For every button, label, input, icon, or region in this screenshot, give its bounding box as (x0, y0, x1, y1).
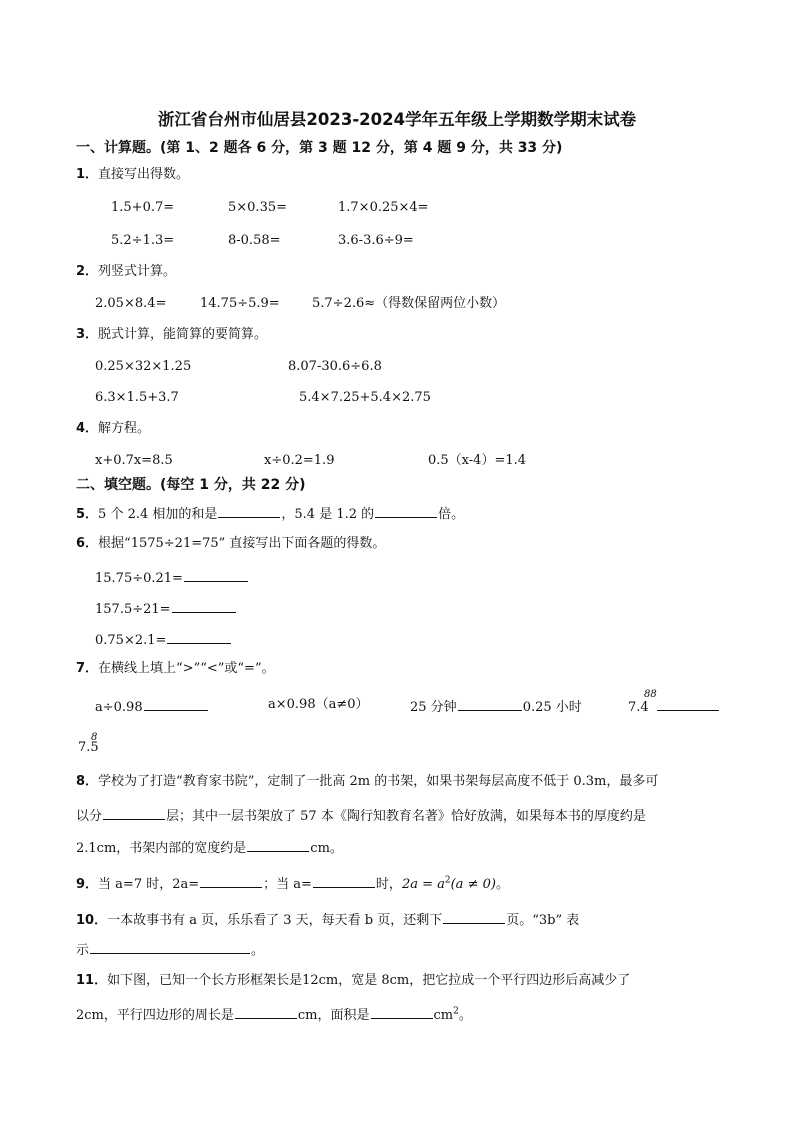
q6-item (95, 599, 237, 618)
answer-blank[interactable] (200, 874, 262, 888)
q11-unit-exponent: 2 (453, 1006, 459, 1017)
answer-blank[interactable] (90, 940, 250, 954)
q2-item: 5.7÷2.6≈（得数保留两位小数） (312, 296, 506, 311)
q8-text: 以分 (76, 809, 103, 824)
q8-text: 2.1cm，书架内部的宽度约是 (76, 841, 247, 856)
q3-number: 3． (76, 327, 99, 342)
q6-number: 6． (76, 536, 99, 551)
section2-heading: 二、填空题。(每空 1 分，共 22 分) (76, 477, 306, 493)
q3-item: 0.25×32×1.25 (95, 359, 192, 374)
q6-expr: 0.75×2.1= (95, 633, 167, 648)
q10-text: 。 (251, 943, 265, 958)
answer-blank[interactable] (184, 568, 248, 582)
q9-text-a: 当 a=7 时，2a= (98, 877, 200, 892)
q8-number: 8． (76, 774, 99, 789)
q3-item: 5.4×7.25+5.4×2.75 (299, 390, 431, 405)
q7-repeating-dot-digits: 88 (644, 689, 657, 700)
page-title: 浙江省台州市仙居县2023-2024学年五年级上学期数学期末试卷 (157, 110, 637, 129)
q10-line2 (76, 940, 264, 959)
q8-text: cm。 (310, 841, 343, 856)
q11-text: 如下图，已知一个长方形框架长是12cm，宽是 8cm，把它拉成一个平行四边形后高减少了 (107, 973, 631, 988)
q1-number: 1． (76, 167, 99, 182)
answer-blank[interactable] (458, 697, 522, 711)
q1-item: 1.5+0.7= (111, 200, 175, 215)
q8-line3 (76, 838, 343, 857)
q7-item (410, 697, 582, 716)
q4-item: x+0.7x=8.5 (95, 453, 173, 468)
q10-line1 (76, 910, 579, 929)
q11-unit: cm (433, 1008, 454, 1023)
q4 (76, 421, 150, 437)
q6-item (95, 568, 249, 587)
q11-text: cm，面积是 (297, 1008, 370, 1023)
q7-item: a×0.98（a≠0） (268, 697, 369, 712)
q2 (76, 264, 176, 280)
q7-expr: a÷0.98 (95, 700, 143, 715)
q1-item: 5.2÷1.3= (111, 233, 175, 248)
q7-repeating-dot-digit: 8 (91, 732, 98, 743)
q8-line1 (76, 774, 658, 790)
answer-blank[interactable] (218, 504, 280, 518)
q1-item: 1.7×0.25×4= (338, 200, 429, 215)
q11-line1 (76, 973, 630, 989)
q11-end: 。 (458, 1008, 472, 1023)
q4-number: 4． (76, 421, 99, 436)
q1-item: 5×0.35= (228, 200, 288, 215)
q10-number: 10． (76, 913, 108, 928)
q5-text-a: 5 个 2.4 相加的和是 (98, 507, 218, 522)
q9-equation: 2a = a (401, 877, 445, 892)
q7-item (95, 697, 209, 716)
q8-text: 学校为了打造“教育家书院”，定制了一批高 2m 的书架，如果书架每层高度不低于 0.3m，最多可 (98, 774, 659, 789)
answer-blank[interactable] (657, 697, 719, 711)
q3 (76, 327, 267, 343)
q9-number: 9． (76, 877, 99, 892)
q2-number: 2． (76, 264, 99, 279)
q5-number: 5． (76, 507, 99, 522)
q8-line2 (76, 806, 646, 825)
q6-expr: 157.5÷21= (95, 602, 171, 617)
q11-number: 11． (76, 973, 108, 988)
q1 (76, 167, 189, 183)
q7-item (628, 697, 720, 716)
q5-text-c: 倍。 (438, 507, 465, 522)
q9-text-c: 时， (375, 877, 402, 892)
q10-text: 页。“3b” 表 (506, 913, 580, 928)
q9-exponent: 2 (444, 875, 451, 886)
q4-text: 解方程。 (98, 421, 151, 436)
answer-blank[interactable] (172, 599, 236, 613)
q4-item: 0.5（x-4）=1.4 (428, 453, 527, 468)
q6-text: 根据“1575÷21=75” 直接写出下面各题的得数。 (98, 536, 386, 551)
answer-blank[interactable] (144, 697, 208, 711)
q9-condition: (a ≠ 0) (450, 877, 496, 892)
q6 (76, 536, 385, 552)
q11-line2 (76, 1005, 472, 1024)
q7-expr: 25 分钟 (410, 700, 457, 715)
q9-end: 。 (495, 877, 509, 892)
q7-expr: 7.4 (628, 700, 649, 715)
q7-expr: 0.25 小时 (522, 700, 582, 715)
answer-blank[interactable] (103, 806, 165, 820)
q6-expr: 15.75÷0.21= (95, 571, 183, 586)
q7-number: 7． (76, 661, 99, 676)
q8-text: 层；其中一层书架放了 57 本《陶行知教育名著》恰好放满，如果每本书的厚度约是 (166, 809, 646, 824)
q3-item: 6.3×1.5+3.7 (95, 390, 179, 405)
q10-text: 一本故事书有 a 页，乐乐看了 3 天，每天看 b 页，还剩下 (107, 913, 443, 928)
q3-item: 8.07-30.6÷6.8 (288, 359, 382, 374)
q2-item: 14.75÷5.9= (200, 296, 280, 311)
q2-item: 2.05×8.4= (95, 296, 167, 311)
answer-blank[interactable] (247, 838, 309, 852)
q9 (76, 874, 509, 893)
section1-heading: 一、计算题。(第 1、2 题各 6 分，第 3 题 12 分，第 4 题 9 分，共 33 分) (76, 140, 563, 156)
q5-text-b: ，5.4 是 1.2 的 (281, 507, 375, 522)
q2-text: 列竖式计算。 (98, 264, 177, 279)
q1-item: 3.6-3.6÷9= (338, 233, 414, 248)
q7-text: 在横线上填上“>”“<”或“=”。 (98, 661, 275, 676)
q7-item: 7.5 (78, 740, 99, 755)
q5 (76, 504, 464, 523)
answer-blank[interactable] (313, 874, 375, 888)
q11-text: 2cm，平行四边形的周长是 (76, 1008, 234, 1023)
answer-blank[interactable] (167, 630, 231, 644)
answer-blank[interactable] (375, 504, 437, 518)
q1-item: 8-0.58= (228, 233, 281, 248)
q7 (76, 661, 275, 677)
answer-blank[interactable] (371, 1005, 433, 1019)
q4-item: x÷0.2=1.9 (264, 453, 335, 468)
q3-text: 脱式计算，能简算的要简算。 (98, 327, 268, 342)
q9-text-b: ；当 a= (263, 877, 312, 892)
answer-blank[interactable] (235, 1005, 297, 1019)
answer-blank[interactable] (443, 910, 505, 924)
q10-text: 示 (76, 943, 90, 958)
q6-item (95, 630, 232, 649)
q1-text: 直接写出得数。 (98, 167, 190, 182)
